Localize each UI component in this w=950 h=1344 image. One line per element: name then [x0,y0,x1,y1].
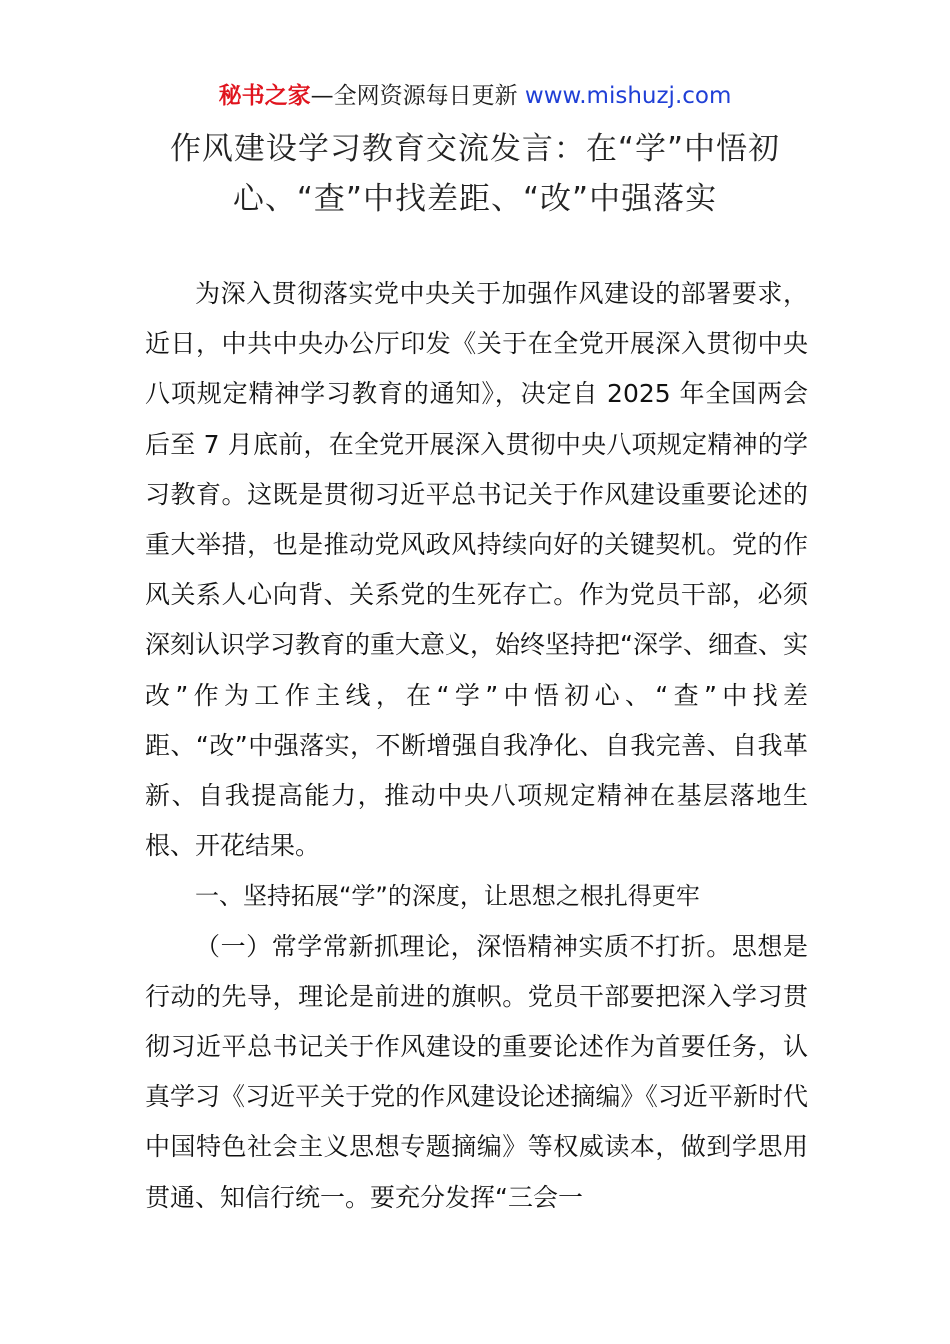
document-title: 作风建设学习教育交流发言：在“学”中悟初心、“查”中找差距、“改”中强落实 [169,131,781,217]
site-url-link[interactable]: www.mishuzj.com [524,83,732,109]
intro-paragraph: 为深入贯彻落实党中央关于加强作风建设的部署要求，近日，中共中央办公厅印发《关于在全党开展深入贯彻中央八项规定精神学习教育的通知》，决定自 2025 年全国两会后至 7 月底前，在全党开展深入贯彻中央八项规定精神的学习教育。这既是贯彻习近平总书记关于作风建设重要论述的重大举措，也是推动党风政风持续向好的关键契机。党的作风关系人心向背、关系党的生死存亡。作为党员干部，必须深刻认识学习教育的重大意义，始终坚持把“深学、细查、实改”作为工作主线，在“学”中悟初心、“查”中找差距、“改”中强落实，不断增强自我净化、自我完善、自我革新、自我提高能力，推动中央八项规定精神在基层落地生根、开花结果。 [145,279,808,861]
section-heading: 一、坚持拓展“学”的深度，让思想之根扎得更牢 [195,882,700,911]
body-paragraph: （一）常学常新抓理论，深悟精神实质不打折。思想是行动的先导，理论是前进的旗帜。党员干部要把深入学习贯彻习近平总书记关于作风建设的重要论述作为首要任务，认真学习《习近平关于党的作风建设论述摘编》《习近平新时代中国特色社会主义思想专题摘编》等权威读本，做到学思用贯通、知信行统一。要充分发挥“三会一 [145,931,808,1212]
brand-name: 秘书之家 [218,83,311,109]
site-header [0,80,950,112]
site-tagline: —全网资源每日更新 [310,83,518,109]
document-body [145,269,808,1223]
